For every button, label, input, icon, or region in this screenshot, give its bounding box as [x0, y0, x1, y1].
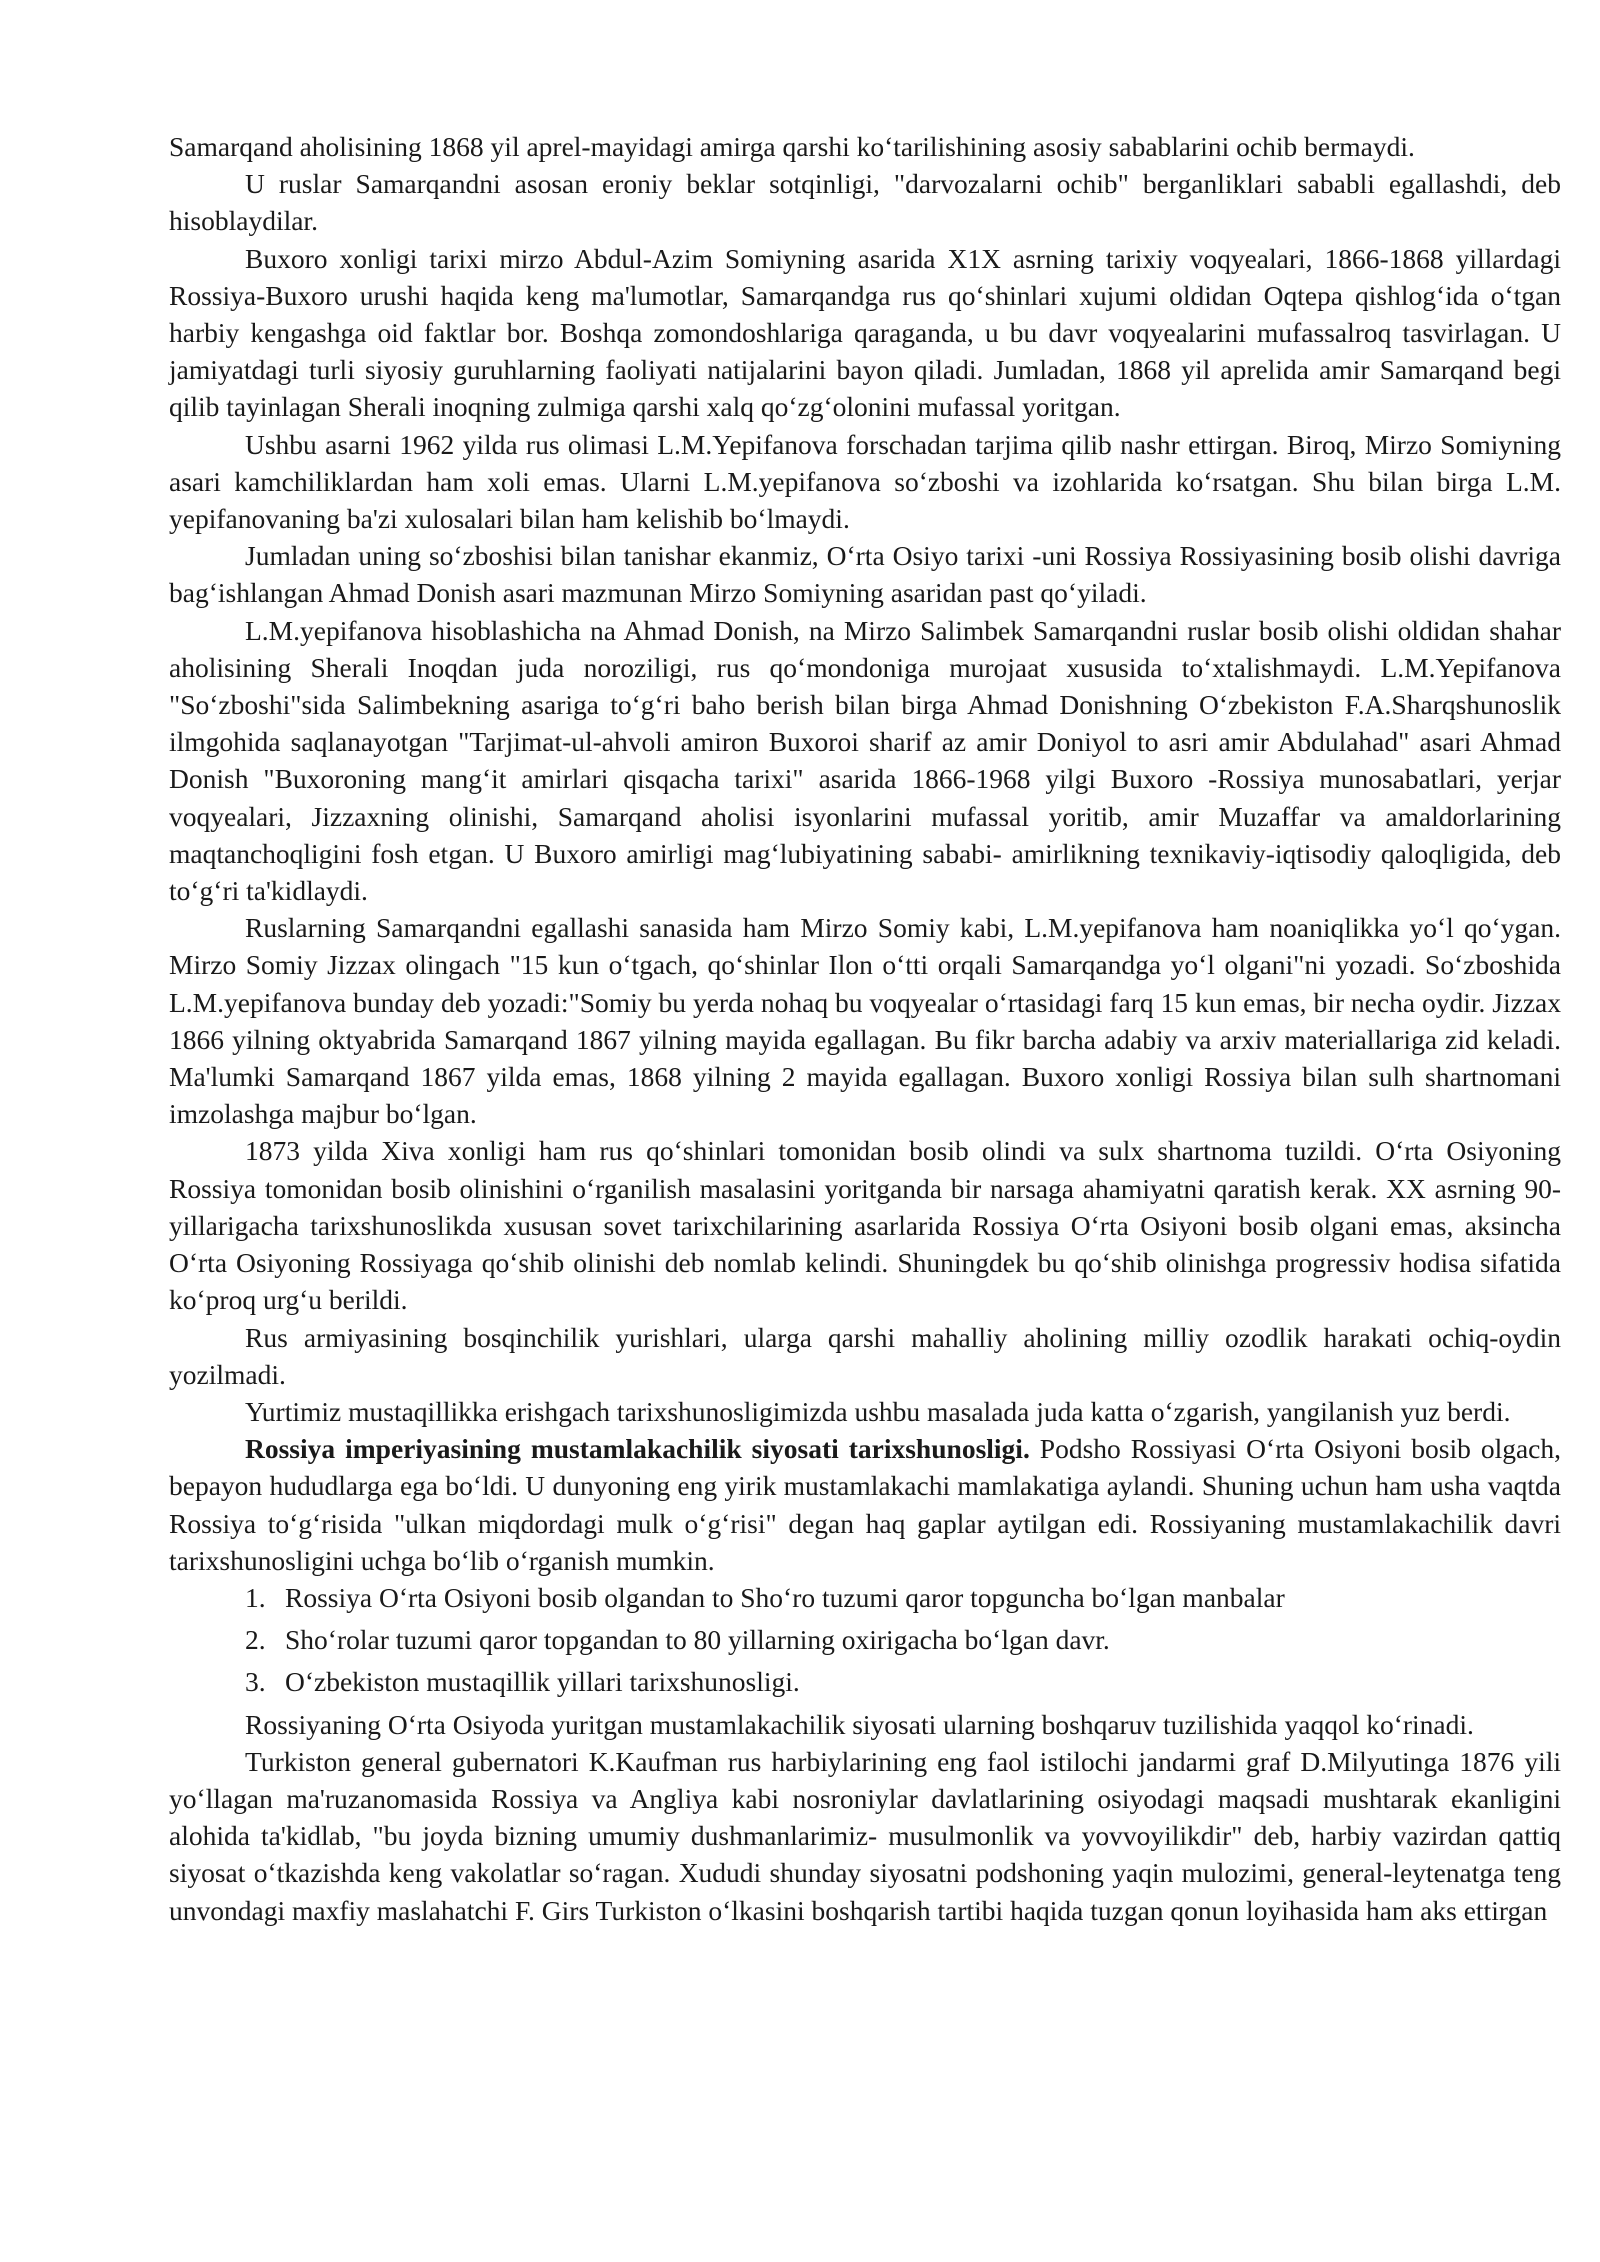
numbered-list	[169, 1579, 1561, 1701]
section-text: Podsho Rossiyasi O‘rta Osiyoni bosib olgach, bepayon hududlarga ega bo‘ldi. U dunyoning eng yirik mustamlakachi mamlakatiga aylandi. Shuning uchun ham usha vaqtda Rossiya to‘g‘risida "ulkan miqdordagi mulk o‘g‘risi" degan haq gaplar aytilgan edi. Rossiyaning mustamlakachilik davri tarixshunosligini uchga bo‘lib o‘rganish mumkin.	[169, 1433, 1561, 1576]
list-item	[169, 1621, 1561, 1658]
paragraph-6: L.M.yepifanova hisoblashicha na Ahmad Donish, na Mirzo Salimbek Samarqandni ruslar bosib olishi oldidan shahar aholisining Sherali Inoqdan juda noroziligi, rus qo‘mondoniga murojaat xususida to‘xtalishmaydi. L.M.Yepifanova "So‘zboshi"sida Salimbekning asariga to‘g‘ri baho berish bilan birga Ahmad Donishning O‘zbekiston F.A.Sharqshunoslik ilmgohida saqlanayotgan "Tarjimat-ul-ahvoli amiron Buxoroi sharif az amir Doniyol to asri amir Abdulahad" asari Ahmad Donish "Buxoroning mang‘it amirlari qisqacha tarixi" asarida 1866-1968 yilgi Buxoro -Rossiya munosabatlari, yerjar voqyealari, Jizzaxning olinishi, Samarqand aholisi isyonlarini mufassal yoritib, amir Muzaffar va amaldorlarining maqtanchoqligini fosh etgan. U Buxoro amirligi mag‘lubiyatining sababi- amirlikning texnikaviy-iqtisodiy qaloqligida, deb to‘g‘ri ta'kidlaydi.	[169, 614, 1561, 907]
paragraph-7: Ruslarning Samarqandni egallashi sanasida ham Mirzo Somiy kabi, L.M.yepifanova ham noaniqlikka yo‘l qo‘ygan. Mirzo Somiy Jizzax olingach "15 kun o‘tgach, qo‘shinlar Ilon o‘tti orqali Samarqandga yo‘l olgani"ni yozadi. So‘zboshida L.M.yepifanova bunday deb yozadi:"Somiy bu yerda nohaq bu voqyealar o‘rtasidagi farq 15 kun emas, bir necha oydir. Jizzax 1866 yilning oktyabrida Samarqand 1867 yilning mayida egallagan. Bu fikr barcha adabiy va arxiv materiallariga zid keladi. Ma'lumki Samarqand 1867 yilda emas, 1868 yilning 2 mayida egallagan. Buxoro xonligi Rossiya bilan sulh shartnomani imzolashga majbur bo‘lgan.	[169, 912, 1561, 1130]
paragraph-10: Yurtimiz mustaqillikka erishgach tarixshunosligimizda ushbu masalada juda katta o‘zgarish, yangilanish yuz berdi.	[245, 1395, 1511, 1427]
list-text: O‘zbekiston mustaqillik yillari tarixshunosligi.	[285, 1666, 800, 1698]
list-item	[169, 1663, 1561, 1700]
paragraph-2: U ruslar Samarqandni asosan eroniy beklar sotqinligi, "darvozalarni ochib" berganliklari sababli egallashdi, deb hisoblaydilar.	[169, 168, 1561, 237]
paragraph-5: Jumladan uning so‘zboshisi bilan tanishar ekanmiz, O‘rta Osiyo tarixi -uni Rossiya Rossiyasining bosib olishi davriga bag‘ishlangan Ahmad Donish asari mazmunan Mirzo Somiyning asaridan past qo‘yiladi.	[169, 540, 1561, 609]
paragraph-8: 1873 yilda Xiva xonligi ham rus qo‘shinlari tomonidan bosib olindi va sulx shartnoma tuzildi. O‘rta Osiyoning Rossiya tomonidan bosib olinishini o‘rganilish masalasini yoritganda bir narsaga ahamiyatni qaratish kerak. XX asrning 90- yillarigacha tarixshunoslikda xususan sovet tarixchilarining asarlarida Rossiya O‘rta Osiyoni bosib olgani emas, aksincha O‘rta Osiyoning Rossiyaga qo‘shib olinishi deb nomlab kelindi. Shuningdek bu qo‘shib olinishga progressiv hodisa sifatida ko‘proq urg‘u berildi.	[169, 1135, 1561, 1316]
list-text: Sho‘rolar tuzumi qaror topgandan to 80 yillarning oxirigacha bo‘lgan davr.	[285, 1624, 1110, 1656]
section-paragraph	[169, 1430, 1561, 1579]
paragraph-4: Ushbu asarni 1962 yilda rus olimasi L.M.Yepifanova forschadan tarjima qilib nashr ettirgan. Biroq, Mirzo Somiyning asari kamchiliklardan ham xoli emas. Ularni L.M.yepifanova so‘zboshi va izohlarida ko‘rsatgan. Shu bilan birga L.M. yepifanovaning ba'zi xulosalari bilan ham kelishib bo‘lmaydi.	[169, 428, 1561, 535]
paragraph-after-1: Rossiyaning O‘rta Osiyoda yuritgan mustamlakachilik siyosati ularning boshqaruv tuzilishida yaqqol ko‘rinadi.	[245, 1708, 1474, 1740]
list-number: 2.	[245, 1624, 266, 1656]
list-item	[169, 1579, 1561, 1616]
list-number: 3.	[245, 1666, 266, 1698]
paragraph-1: Samarqand aholisining 1868 yil aprel-mayidagi amirga qarshi ko‘tarilishining asosiy sabablarini ochib bermaydi.	[169, 131, 1415, 162]
paragraph-after-2: Turkiston general gubernatori K.Kaufman rus harbiylarining eng faol istilochi jandarmi graf D.Milyutinga 1876 yili yo‘llagan ma'ruzanomasida Rossiya va Angliya kabi nosroniylar davlatlarining osiyodagi maqsadi mushtarak ekanligini alohida ta'kidlab, "bu joyda bizning umumiy dushmanlarimiz- musulmonlik va yovvoyilikdir" deb, harbiy vazirdan qattiq siyosat o‘tkazishda keng vakolatlar so‘ragan. Xududi shunday siyosatni podshoning yaqin mulozimi, general-leytenatga teng unvondagi maxfiy maslahatchi F. Girs Turkiston o‘lkasini boshqarish tartibi haqida tuzgan qonun loyihasida ham aks ettirgan	[169, 1745, 1561, 1926]
section-heading: Rossiya imperiyasining mustamlakachilik siyosati tarixshunosligi.	[245, 1433, 1030, 1465]
paragraph-3: Buxoro xonligi tarixi mirzo Abdul-Azim Somiyning asarida X1X asrning tarixiy voqyealari, 1866-1868 yillardagi Rossiya-Buxoro urushi haqida keng ma'lumotlar, Samarqandga rus qo‘shinlari xujumi oldidan Oqtepa qishlog‘ida o‘tgan harbiy kengashga oid faktlar bor. Boshqa zomondoshlariga qaraganda, u bu davr voqyealarini mufassalroq tasvirlagan. U jamiyatdagi turli siyosiy guruhlarning faoliyati natijalarini bayon qiladi. Jumladan, 1868 yil aprelida amir Samarqand begi qilib tayinlagan Sherali inoqning zulmiga qarshi xalq qo‘zg‘olonini mufassal yoritgan.	[169, 242, 1561, 423]
list-text: Rossiya O‘rta Osiyoni bosib olgandan to Sho‘ro tuzumi qaror topguncha bo‘lgan manbalar	[285, 1581, 1285, 1613]
paragraph-9: Rus armiyasining bosqinchilik yurishlari, ularga qarshi mahalliy aholining milliy ozodlik harakati ochiq-oydin yozilmadi.	[169, 1321, 1561, 1390]
document-page	[169, 128, 1561, 1929]
list-number: 1.	[245, 1581, 266, 1613]
